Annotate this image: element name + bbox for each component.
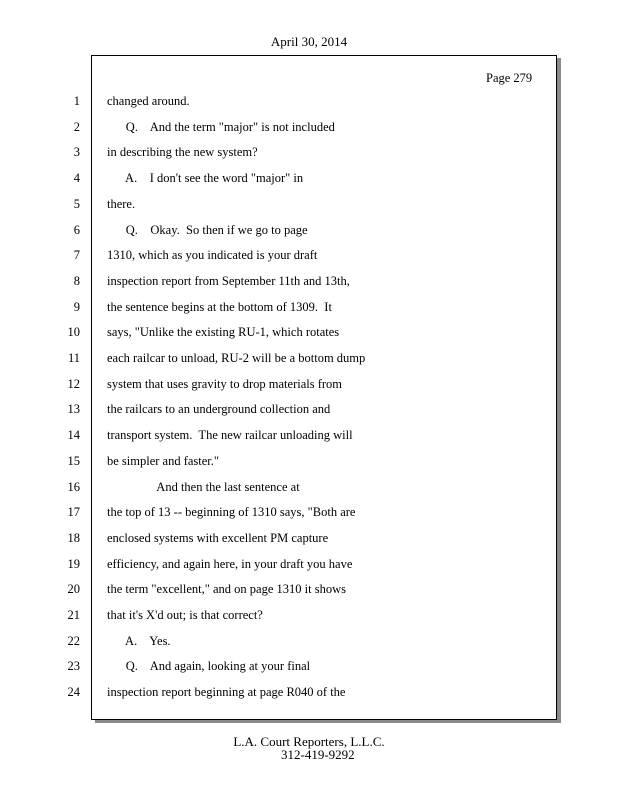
line-number: 19 <box>67 557 80 571</box>
line-number: 13 <box>67 402 80 416</box>
transcript-line: inspection report from September 11th and 13th, <box>107 274 350 288</box>
line-number: 8 <box>73 274 80 288</box>
transcript-line: that it's X'd out; is that correct? <box>107 608 263 622</box>
line-number: 18 <box>67 531 80 545</box>
line-number: 3 <box>73 145 80 159</box>
transcript-line: there. <box>107 197 136 211</box>
transcript-line: changed around. <box>107 94 190 108</box>
line-number: 7 <box>73 248 80 262</box>
transcript-date: April 30, 2014 <box>270 34 348 49</box>
line-number: 20 <box>67 582 80 596</box>
transcript-line: enclosed systems with excellent PM capture <box>107 531 329 545</box>
line-number: 4 <box>73 171 80 185</box>
transcript-line: the top of 13 -- beginning of 1310 says, "Both are <box>107 505 356 519</box>
transcript-line: transport system. The new railcar unloading will <box>107 428 353 442</box>
page-number: Page 279 <box>486 71 533 85</box>
transcript-line: the railcars to an underground collection and <box>107 402 331 416</box>
line-number: 17 <box>67 505 80 519</box>
line-number: 10 <box>67 325 80 339</box>
line-number: 6 <box>73 223 80 237</box>
line-number: 22 <box>67 634 80 648</box>
line-number: 2 <box>73 120 80 134</box>
transcript-line: the sentence begins at the bottom of 1309. It <box>107 300 332 314</box>
line-number: 15 <box>67 454 80 468</box>
line-number: 5 <box>73 197 80 211</box>
court-reporter-phone: 312-419-9292 <box>281 747 355 762</box>
transcript-line: be simpler and faster." <box>107 454 220 468</box>
transcript-line: Q. And the term "major" is not included <box>107 120 335 134</box>
line-number: 12 <box>67 377 80 391</box>
line-number: 9 <box>73 300 80 314</box>
transcript-line: Q. Okay. So then if we go to page <box>107 223 308 237</box>
transcript-line: says, "Unlike the existing RU-1, which rotates <box>107 325 340 339</box>
transcript-line: the term "excellent," and on page 1310 it shows <box>107 582 346 596</box>
line-number: 1 <box>73 94 80 108</box>
line-number: 11 <box>67 351 80 365</box>
transcript-line: system that uses gravity to drop materials from <box>107 377 343 391</box>
transcript-line: A. Yes. <box>107 634 171 648</box>
line-number: 24 <box>67 685 80 699</box>
transcript-line: each railcar to unload, RU-2 will be a bottom dump <box>107 351 366 365</box>
line-number: 23 <box>67 659 80 673</box>
transcript-line: efficiency, and again here, in your draft you have <box>107 557 353 571</box>
line-number: 21 <box>67 608 80 622</box>
transcript-line: Q. And again, looking at your final <box>107 659 311 673</box>
transcript-line: in describing the new system? <box>107 145 258 159</box>
transcript-line: A. I don't see the word "major" in <box>107 171 304 185</box>
transcript-line: 1310, which as you indicated is your draft <box>107 248 318 262</box>
transcript-line: inspection report beginning at page R040 of the <box>107 685 346 699</box>
court-reporter-name: L.A. Court Reporters, L.L.C. <box>233 734 385 749</box>
line-number: 16 <box>67 480 80 494</box>
transcript-line: And then the last sentence at <box>107 480 300 494</box>
line-number: 14 <box>67 428 80 442</box>
